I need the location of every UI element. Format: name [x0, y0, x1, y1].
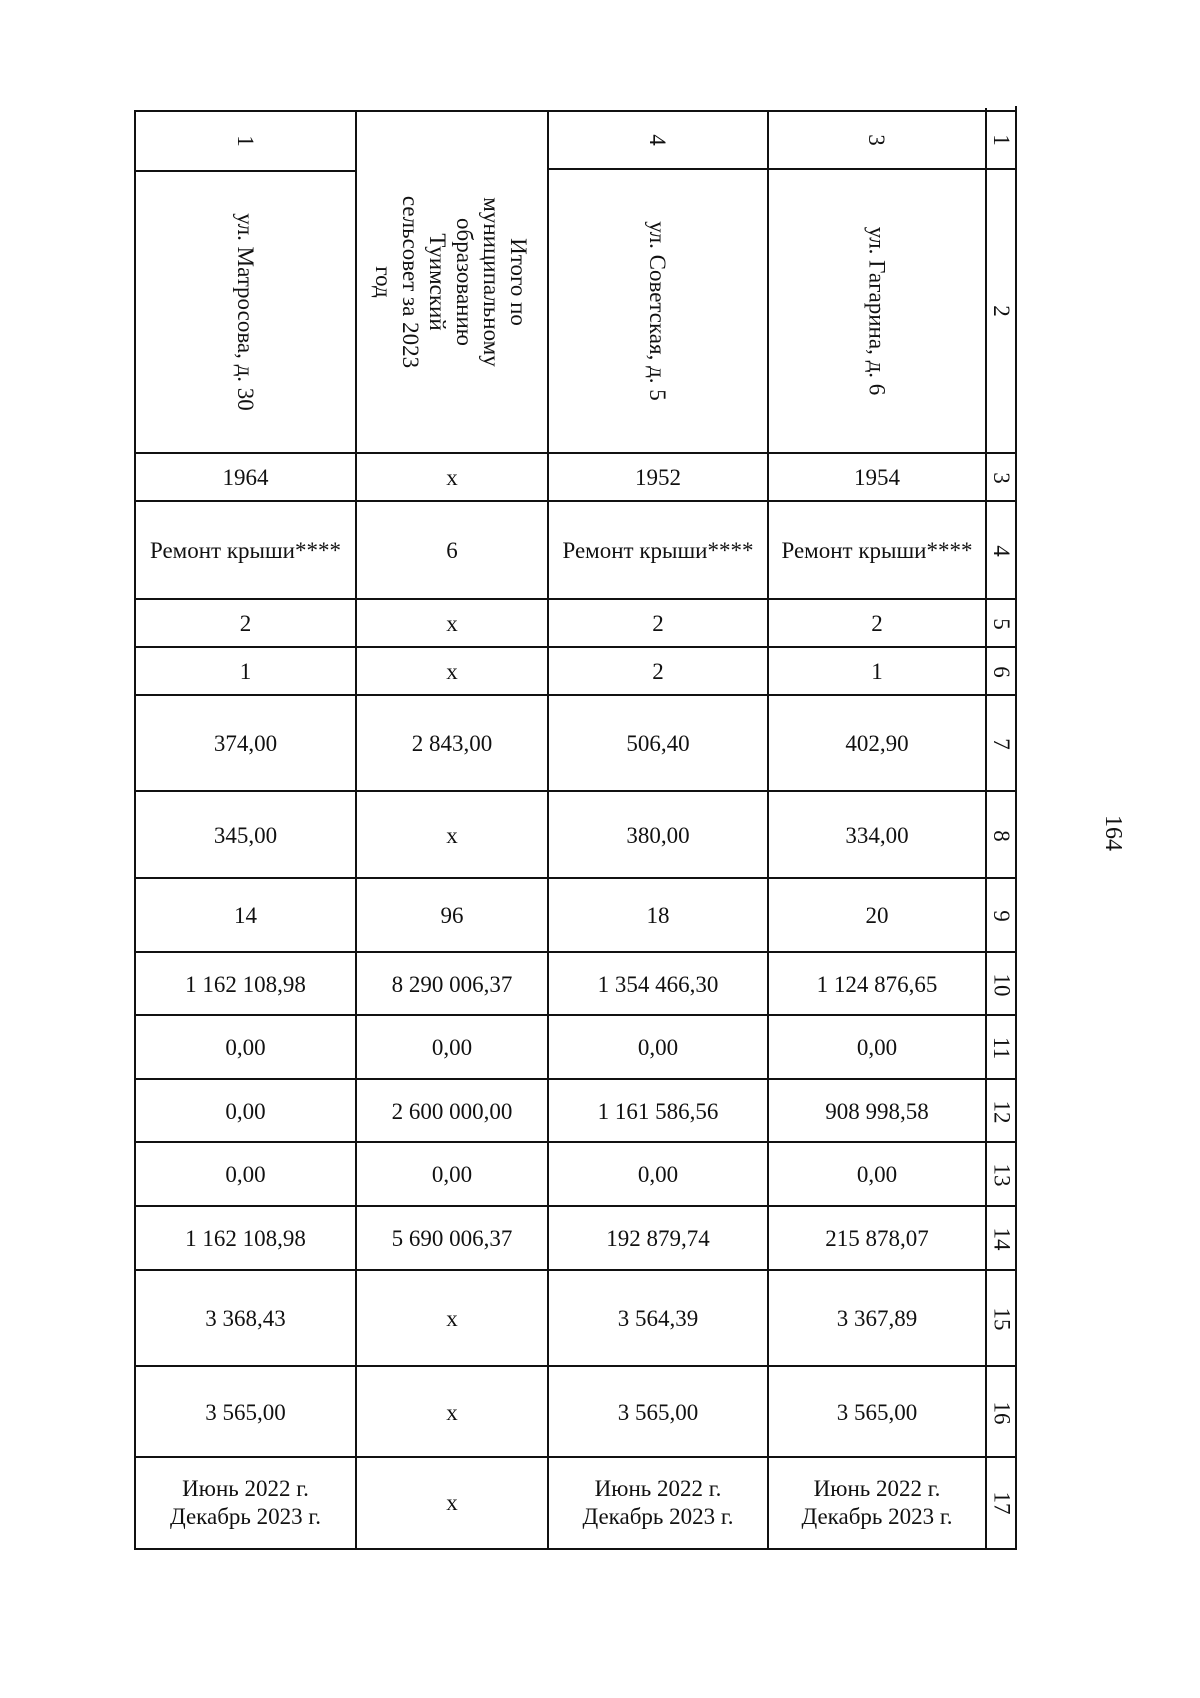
cell-text: 2 843,00 — [411, 731, 493, 756]
row-index-cell — [987, 1143, 1015, 1207]
cell-text: 1 162 108,98 — [185, 1226, 306, 1251]
cell-text: х — [446, 465, 458, 490]
table-cell — [357, 1458, 547, 1548]
row-index: 14 — [989, 1227, 1014, 1251]
table-cell — [357, 648, 547, 696]
header-index-cell — [987, 112, 1015, 168]
table-cell — [136, 600, 355, 648]
table-cell — [549, 953, 767, 1016]
cell-text: 18 — [646, 903, 670, 928]
cell-text: 1 — [871, 659, 883, 684]
row-index-cell — [987, 1271, 1015, 1367]
cell-text: Ремонт крыши**** — [562, 538, 754, 563]
row-index-cell — [987, 454, 1015, 502]
table-cell — [769, 600, 985, 648]
cell-text: 0,00 — [637, 1162, 679, 1187]
table-cell — [769, 454, 985, 502]
cell-text: 0,00 — [856, 1162, 898, 1187]
table-cell — [769, 696, 985, 792]
cell-text: 3 565,00 — [617, 1399, 699, 1425]
row-index: 8 — [989, 829, 1014, 842]
cell-text-block — [446, 1489, 458, 1517]
table-border-bottom — [134, 1548, 1017, 1550]
cell-text: 0,00 — [225, 1162, 266, 1187]
cell-text: 215 878,07 — [825, 1226, 929, 1251]
table-cell — [549, 454, 767, 502]
row-index-cell — [987, 792, 1015, 879]
header-index-label: 2 — [989, 305, 1014, 317]
row-index: 11 — [989, 1036, 1014, 1060]
cell-text: 1954 — [854, 465, 900, 490]
table-cell — [357, 1271, 547, 1367]
table-border-right — [1015, 106, 1017, 1550]
header-index-label: 1 — [989, 134, 1014, 146]
cell-text: х — [446, 611, 458, 636]
table-cell — [549, 1143, 767, 1207]
cell-text-line: Июнь 2022 г. — [182, 1476, 309, 1501]
row-index-cell — [987, 1016, 1015, 1080]
table-cell — [549, 600, 767, 648]
header-summary: Итого по муниципальному образованию Туимский сельсовет за 2023 год — [371, 195, 531, 369]
table-cell — [357, 1016, 547, 1080]
row-index: 9 — [989, 910, 1014, 922]
table-cell — [136, 1080, 355, 1143]
table-cell — [136, 502, 355, 600]
table-cell — [357, 953, 547, 1016]
row-index-cell — [987, 648, 1015, 696]
cell-text: 0,00 — [225, 1035, 266, 1060]
row-index-cell — [987, 1458, 1015, 1548]
cell-text-line: Декабрь 2023 г. — [582, 1504, 734, 1529]
cell-text: 5 690 006,37 — [391, 1226, 513, 1251]
table-cell — [357, 502, 547, 600]
cell-text-line: Декабрь 2023 г. — [801, 1504, 953, 1529]
cell-text-line: Декабрь 2023 г. — [170, 1504, 321, 1529]
table-cell — [549, 1016, 767, 1080]
cell-text: 1964 — [222, 465, 269, 490]
row-index: 16 — [989, 1401, 1014, 1424]
cell-text: 2 — [652, 611, 664, 636]
table-cell — [549, 792, 767, 879]
header-col-num-cell — [547, 112, 767, 168]
row-index-cell — [987, 1080, 1015, 1143]
cell-text: 1 354 466,30 — [597, 971, 719, 997]
row-index-cell — [987, 879, 1015, 953]
row-index-cell — [987, 953, 1015, 1016]
cell-text: 0,00 — [856, 1035, 898, 1060]
cell-text: 380,00 — [626, 822, 690, 848]
table-cell — [136, 1143, 355, 1207]
cell-text: х — [446, 659, 458, 684]
cell-text-block — [170, 1475, 321, 1531]
header-col-num-cell — [767, 112, 985, 168]
table-cell — [136, 648, 355, 696]
cell-text: 1 162 108,98 — [185, 971, 306, 997]
table-cell — [549, 696, 767, 792]
header-col-num-cell — [134, 112, 355, 170]
row-index-cell — [987, 696, 1015, 792]
row-index-cell — [987, 1207, 1015, 1271]
table-cell — [549, 879, 767, 953]
table-cell — [357, 879, 547, 953]
cell-text: 402,90 — [845, 731, 909, 756]
table-cell — [136, 1207, 355, 1271]
row-index: 7 — [989, 738, 1014, 750]
table-cell — [769, 1367, 985, 1458]
header-address: ул. Советская, д. 5 — [644, 221, 670, 401]
table-cell — [549, 1458, 767, 1548]
table-cell — [136, 1458, 355, 1548]
table-cell — [136, 1367, 355, 1458]
table-cell — [549, 502, 767, 600]
table-cell — [357, 696, 547, 792]
table-cell — [136, 879, 355, 953]
cell-text-block — [802, 1475, 953, 1531]
cell-text: 2 — [871, 611, 883, 636]
table-cell — [769, 1080, 985, 1143]
header-address: ул. Гагарина, д. 6 — [863, 226, 889, 396]
table-cell — [549, 1271, 767, 1367]
cell-text: 0,00 — [225, 1098, 266, 1124]
cell-text: 192 879,74 — [606, 1226, 710, 1251]
row-index: 17 — [989, 1491, 1014, 1515]
cell-text: 0,00 — [637, 1035, 679, 1060]
row-index-cell — [987, 502, 1015, 600]
cell-text: 1 — [239, 659, 252, 684]
table-cell — [357, 1080, 547, 1143]
cell-text: 374,00 — [213, 731, 278, 756]
cell-text: 908 998,58 — [825, 1098, 929, 1124]
cell-text: 8 290 006,37 — [391, 971, 513, 997]
table-cell — [769, 879, 985, 953]
row-index: 12 — [989, 1100, 1014, 1123]
cell-text: 6 — [446, 538, 458, 563]
table-cell — [549, 1367, 767, 1458]
table-cell — [357, 454, 547, 502]
table-cell — [357, 792, 547, 879]
row-index: 13 — [989, 1163, 1014, 1187]
row-index: 4 — [989, 545, 1014, 557]
page-number: 164 — [1100, 815, 1126, 851]
cell-text: 2 600 000,00 — [391, 1098, 513, 1124]
row-index: 6 — [989, 666, 1014, 678]
table-cell — [136, 454, 355, 502]
cell-text: 96 — [440, 903, 464, 928]
header-col-num: 3 — [864, 134, 889, 146]
table-cell — [136, 1016, 355, 1080]
row-index: 3 — [989, 472, 1014, 484]
row-index-cell — [987, 1367, 1015, 1458]
table-cell — [769, 648, 985, 696]
cell-text: 3 564,39 — [617, 1306, 699, 1331]
row-index-cell — [987, 600, 1015, 648]
cell-text: 506,40 — [626, 731, 690, 756]
cell-text: 3 565,00 — [205, 1399, 286, 1425]
header-address-cell — [767, 170, 985, 452]
table-cell — [549, 648, 767, 696]
table-cell — [136, 696, 355, 792]
cell-text: 0,00 — [431, 1162, 473, 1187]
cell-text: Ремонт крыши**** — [149, 538, 341, 563]
table-cell — [357, 1143, 547, 1207]
cell-text: 0,00 — [431, 1035, 473, 1060]
table-cell — [769, 1016, 985, 1080]
cell-text: х — [446, 1399, 458, 1425]
header-address-cell — [134, 172, 355, 452]
table-cell — [549, 1080, 767, 1143]
cell-text-line: Июнь 2022 г. — [594, 1476, 722, 1501]
cell-text: 3 368,43 — [205, 1306, 286, 1331]
cell-text: 14 — [234, 903, 257, 928]
header-col-num: 1 — [232, 135, 258, 147]
table-cell — [769, 1207, 985, 1271]
cell-text: х — [446, 1306, 458, 1331]
header-summary-cell — [355, 112, 547, 452]
cell-text: 3 565,00 — [836, 1399, 918, 1425]
cell-text: 334,00 — [845, 822, 909, 848]
table-cell — [769, 502, 985, 600]
table-cell — [136, 953, 355, 1016]
header-address: ул. Матросова, д. 30 — [232, 213, 258, 411]
table-cell — [357, 1207, 547, 1271]
cell-text: 345,00 — [213, 822, 278, 848]
row-index: 5 — [989, 618, 1014, 630]
table-cell — [136, 1271, 355, 1367]
cell-text: 20 — [865, 903, 889, 928]
cell-text: Ремонт крыши**** — [781, 538, 973, 563]
table-cell — [357, 600, 547, 648]
cell-text: 1952 — [635, 465, 681, 490]
row-index: 10 — [989, 973, 1014, 996]
cell-text: 2 — [239, 611, 252, 636]
table-cell — [136, 792, 355, 879]
cell-text-line: х — [446, 1490, 458, 1515]
table-cell — [769, 1271, 985, 1367]
header-address-cell — [547, 170, 767, 452]
cell-text-block — [583, 1475, 734, 1531]
cell-text: 3 367,89 — [836, 1306, 918, 1331]
table-cell — [769, 1143, 985, 1207]
cell-text: х — [446, 822, 458, 848]
cell-text: 1 161 586,56 — [597, 1098, 719, 1124]
row-index: 15 — [989, 1307, 1014, 1331]
table-cell — [549, 1207, 767, 1271]
table-cell — [769, 953, 985, 1016]
table-cell — [769, 1458, 985, 1548]
cell-text: 1 124 876,65 — [816, 971, 938, 997]
cell-text-line: Июнь 2022 г. — [813, 1476, 941, 1501]
table-cell — [357, 1367, 547, 1458]
table-cell — [769, 792, 985, 879]
header-col-num: 4 — [645, 134, 670, 146]
cell-text: 2 — [652, 659, 664, 684]
header-index-cell — [987, 170, 1015, 452]
